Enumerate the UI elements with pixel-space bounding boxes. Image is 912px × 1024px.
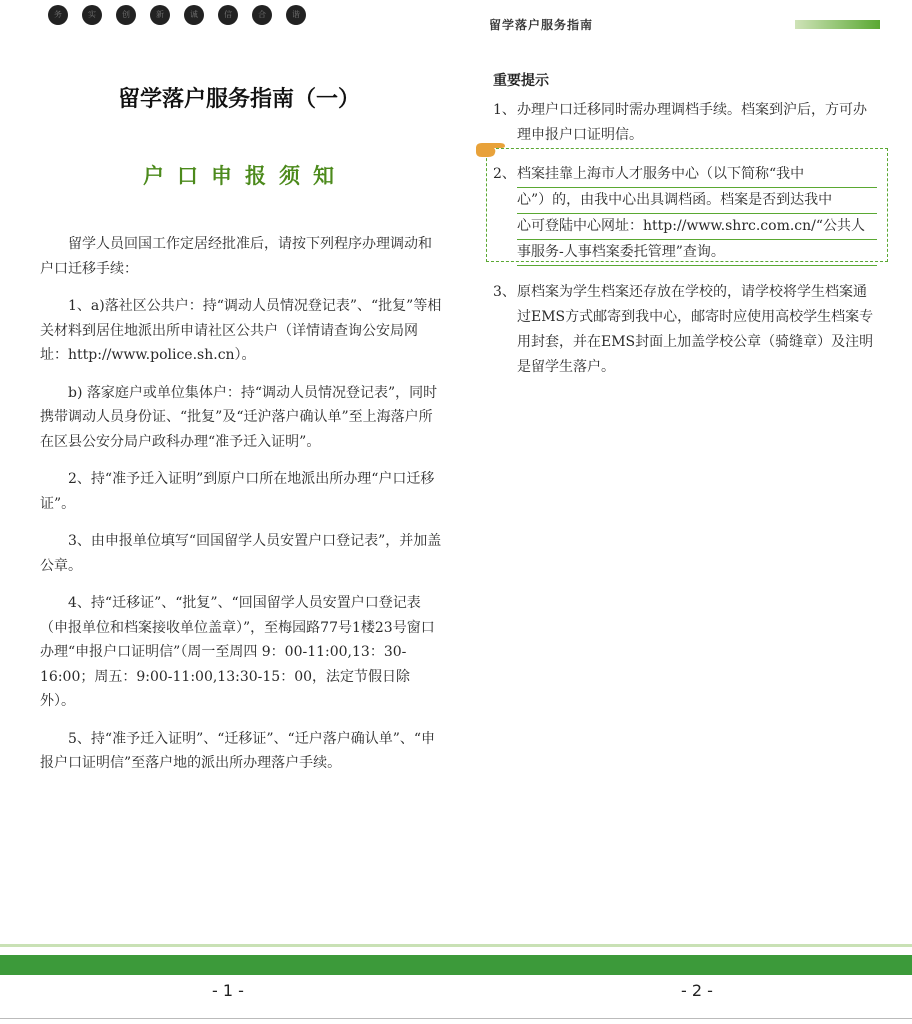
right-running-header: 留学落户服务指南 — [489, 18, 594, 32]
motto-dot-4: 新 — [150, 5, 170, 25]
motto-dot-5: 诚 — [184, 5, 204, 25]
header-motto-dots — [48, 5, 306, 25]
motto-dot-2: 实 — [82, 5, 102, 25]
footer-thin-line — [0, 944, 912, 947]
tip-item-1: 1、 办理户口迁移同时需办理调档手续。档案到沪后，方可办理申报户口证明信。 — [493, 102, 867, 143]
paragraph-step-1b: b) 落家庭户或单位集体户：持“调动人员情况登记表”，同时携带调动人员身份证、“批复”及“迁沪落户确认单”至上海落户所在区县公安分局户政科办理“准予迁入证明”。 — [40, 384, 438, 450]
page-number-right: - 2 - — [681, 981, 713, 1000]
bottom-divider — [0, 1018, 912, 1019]
paragraph-step-5: 5、持“准予迁入证明”、“迁移证”、“迁户落户确认单”、“申报户口证明信”至落户地的派出所办理落户手续。 — [40, 730, 436, 771]
page-title: 留学落户服务指南（一） — [118, 87, 361, 112]
tip-item-2: 2、 档案挂靠上海市人才服务中心（以下简称“我中 心”）的，由我中心出具调档函。档案是否到达我中 心可登陆中心网址：http://www.shrc.com.cn/“公共人 事服务-人事档案委托管理”查询。 — [493, 162, 877, 266]
motto-dot-1: 务 — [48, 5, 68, 25]
header-green-bar — [795, 20, 880, 29]
paragraph-step-2: 2、持“准予迁入证明”到原户口所在地派出所办理“户口迁移证”。 — [40, 471, 435, 512]
motto-dot-3: 创 — [116, 5, 136, 25]
paragraph-step-4: 4、持“迁移证”、“批复”、“回国留学人员安置户口登记表（申报单位和档案接收单位盖章）”，至梅园路77号1楼23号窗口办理“申报户口证明信”（周一至周四 9：00-11:00,13：30-16:00；周五：9:00-11:00,13:30-15：00，法定节假日除外）。 — [40, 595, 435, 709]
notice-title: 重要提示 — [493, 73, 549, 89]
paragraph-step-1a: 1、a)落社区公共户：持“调动人员情况登记表”、“批复”等相关材料到居住地派出所申请社区公共户（详情请查询公安局网址：http://www.police.sh.cn）。 — [40, 298, 442, 363]
paragraph-intro: 留学人员回国工作定居经批准后，请按下列程序办理调动和户口迁移手续： — [40, 236, 432, 277]
tip-2-line: 档案挂靠上海市人才服务中心（以下简称“我中 — [517, 162, 877, 188]
footer-green-band — [0, 955, 912, 975]
motto-dot-6: 信 — [218, 5, 238, 25]
page-number-left: - 1 - — [212, 981, 244, 1000]
section-subtitle: 户口申报须知 — [143, 164, 347, 188]
tip-2-line: 心”）的，由我中心出具调档函。档案是否到达我中 — [517, 188, 877, 214]
tip-2-line: 事服务-人事档案委托管理”查询。 — [517, 240, 877, 266]
motto-dot-8: 谐 — [286, 5, 306, 25]
tips-list — [493, 98, 877, 380]
motto-dot-7: 合 — [252, 5, 272, 25]
paragraph-step-3: 3、由申报单位填写“回国留学人员安置户口登记表”，并加盖公章。 — [40, 533, 442, 574]
tip-item-3: 3、 原档案为学生档案还存放在学校的，请学校将学生档案通过EMS方式邮寄到我中心，邮寄时应使用高校学生档案专用封套，并在EMS封面上加盖学校公章（骑缝章）及注明是留学生落户。 — [493, 284, 874, 375]
left-page-body — [40, 232, 442, 789]
tip-2-line: 心可登陆中心网址：http://www.shrc.com.cn/“公共人 — [517, 214, 877, 240]
